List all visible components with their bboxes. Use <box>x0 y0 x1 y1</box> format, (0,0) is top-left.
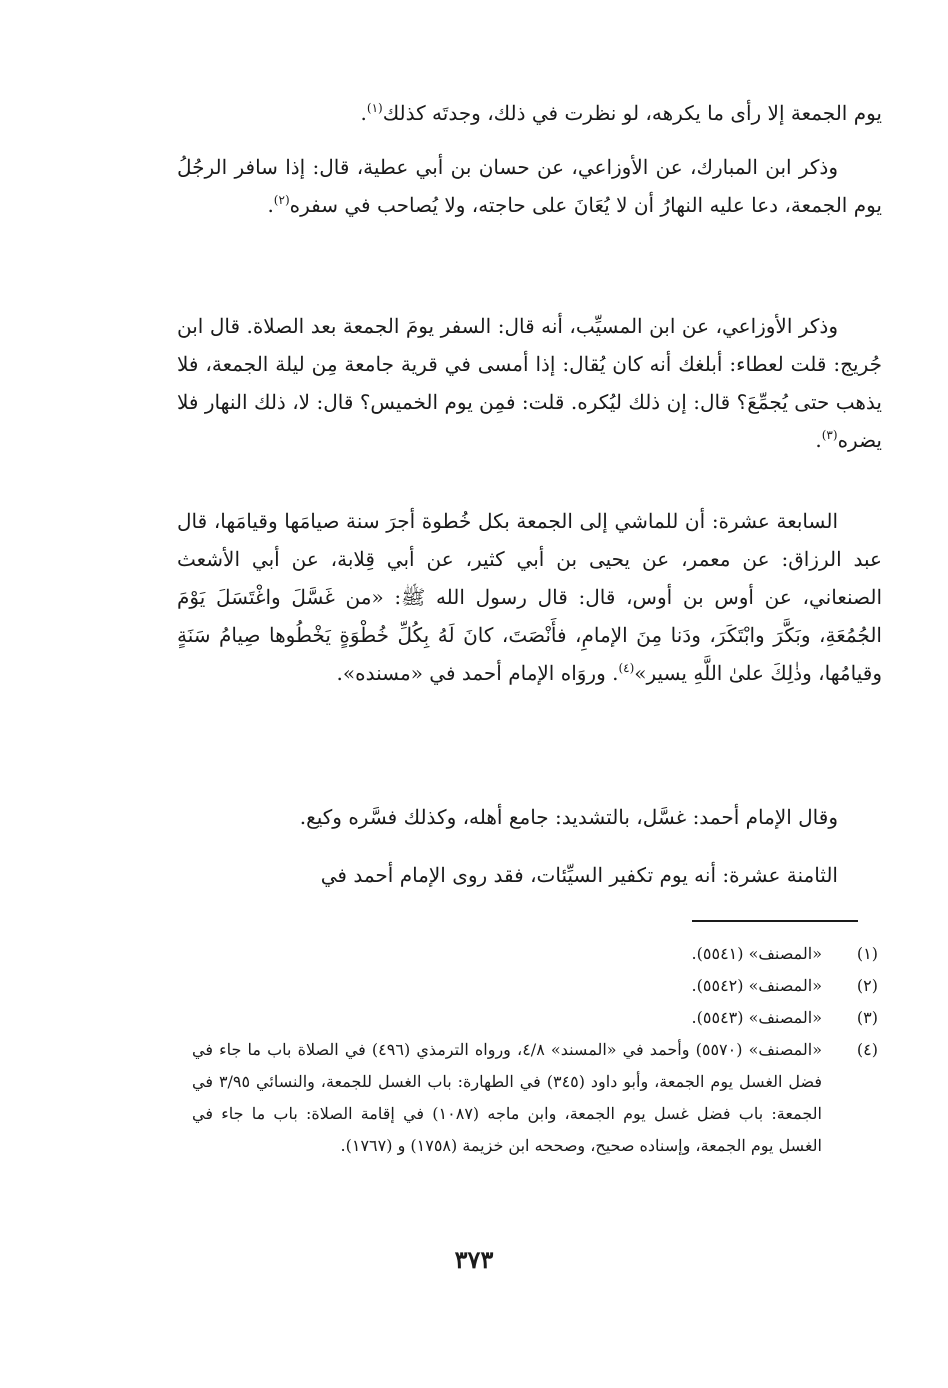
paragraph-3 <box>177 307 882 459</box>
footnote-text: «المصنف» (٥٥٤٣). <box>691 1008 822 1027</box>
footnote-text: «المصنف» (٥٥٤٢). <box>691 976 822 995</box>
footnote-number: (١) <box>856 944 878 963</box>
end-punct-4: . <box>612 661 619 685</box>
end-punct-1: . <box>360 101 367 125</box>
paragraph-2-text: وذكر ابن المبارك، عن الأوزاعي، عن حسان بن أبي عطية، قال: إذا سافر الرجُلُ يوم الجمعة، دعا عليه النهارُ أن لا يُعَانَ على حاجته، ولا يُصاحب في سفره <box>177 155 882 217</box>
footnote-divider <box>692 920 858 922</box>
footnote-number: (٤) <box>856 1040 878 1059</box>
page-number: ٣٧٣ <box>454 1245 494 1274</box>
footnote-3 <box>192 1002 878 1034</box>
footnote-4 <box>192 1034 878 1162</box>
note-ref-3: (٣) <box>821 428 838 442</box>
paragraph-2 <box>177 148 882 224</box>
note-ref-1: (١) <box>366 101 383 115</box>
note-ref-4: (٤) <box>618 661 635 675</box>
paragraph-4-tail: وروَاه الإمام أحمد في «مسنده». <box>336 661 606 685</box>
paragraph-4-text: السابعة عشرة: أن للماشي إلى الجمعة بكل خُطوة أجرَ سنة صيامَها وقيامَها، قال عبد الرزاق: عن معمر، عن يحيى بن أبي كثير، عن أبي قِلابة، عن أبي الأشعث الصنعاني، عن أوس بن أوس، قال: قال رسول الله ﷺ: «من غَسَّلَ واغْتَسَلَ يَوْمَ الجُمُعَةِ، وبَكَّرَ وابْتَكَرَ، ودَنا مِنَ الإمامِ، فأَنْصَتَ، كانَ لَهُ بِكُلِّ خُطْوَةٍ يَخْطُوها صِيامُ سَنَةٍ وقيامُها، وذٰلِكَ علىٰ اللَّهِ يسير» <box>177 509 882 685</box>
footnotes <box>192 938 878 1162</box>
end-punct-3: . <box>815 428 822 452</box>
paragraph-1 <box>177 94 882 132</box>
footnote-2 <box>192 970 878 1002</box>
note-ref-2: (٢) <box>273 193 290 207</box>
end-punct-2: . <box>267 193 274 217</box>
paragraph-1-text: يوم الجمعة إلا رأى ما يكرهه، لو نظرت في ذلك، وجدتَه كذلك <box>382 101 882 125</box>
footnote-number: (٢) <box>856 976 878 995</box>
paragraph-6: الثامنة عشرة: أنه يوم تكفير السيِّئات، فقد روى الإمام أحمد في <box>320 863 838 887</box>
footnote-number: (٣) <box>856 1008 878 1027</box>
paragraph-5: وقال الإمام أحمد: غسَّل، بالتشديد: جامع أهله، وكذلك فسَّره وكيع. <box>299 805 838 829</box>
footnote-text: «المصنف» (٥٥٤١). <box>691 944 822 963</box>
paragraph-3-text: وذكر الأوزاعي، عن ابن المسيِّب، أنه قال: السفر يومَ الجمعة بعد الصلاة. قال ابن جُريج: قلت لعطاء: أبلغك أنه كان يُقال: إذا أمسى في قرية جامعة مِن ليلة الجمعة، فلا يذهب حتى يُجمِّعَ؟ قال: إن ذلك ليُكره. قلت: فمِن يوم الخميس؟ قال: لا، ذلك النهار فلا يضره <box>177 314 882 452</box>
footnote-1 <box>192 938 878 970</box>
footnote-text: «المصنف» (٥٥٧٠) وأحمد في «المسند» ٤/٨، ورواه الترمذي (٤٩٦) في الصلاة باب ما جاء في فضل الغسل يوم الجمعة، وأبو داود (٣٤٥) في الطهارة: باب الغسل للجمعة، والنسائي ٣/٩٥ في الجمعة: باب فضل غسل يوم الجمعة، وابن ماجه (١٠٨٧) في إقامة الصلاة: باب ما جاء في الغسل يوم الجمعة، وإسناده صحيح، وصححه ابن خزيمة (١٧٥٨) و (١٧٦٧). <box>192 1040 823 1155</box>
paragraph-4 <box>177 502 882 692</box>
